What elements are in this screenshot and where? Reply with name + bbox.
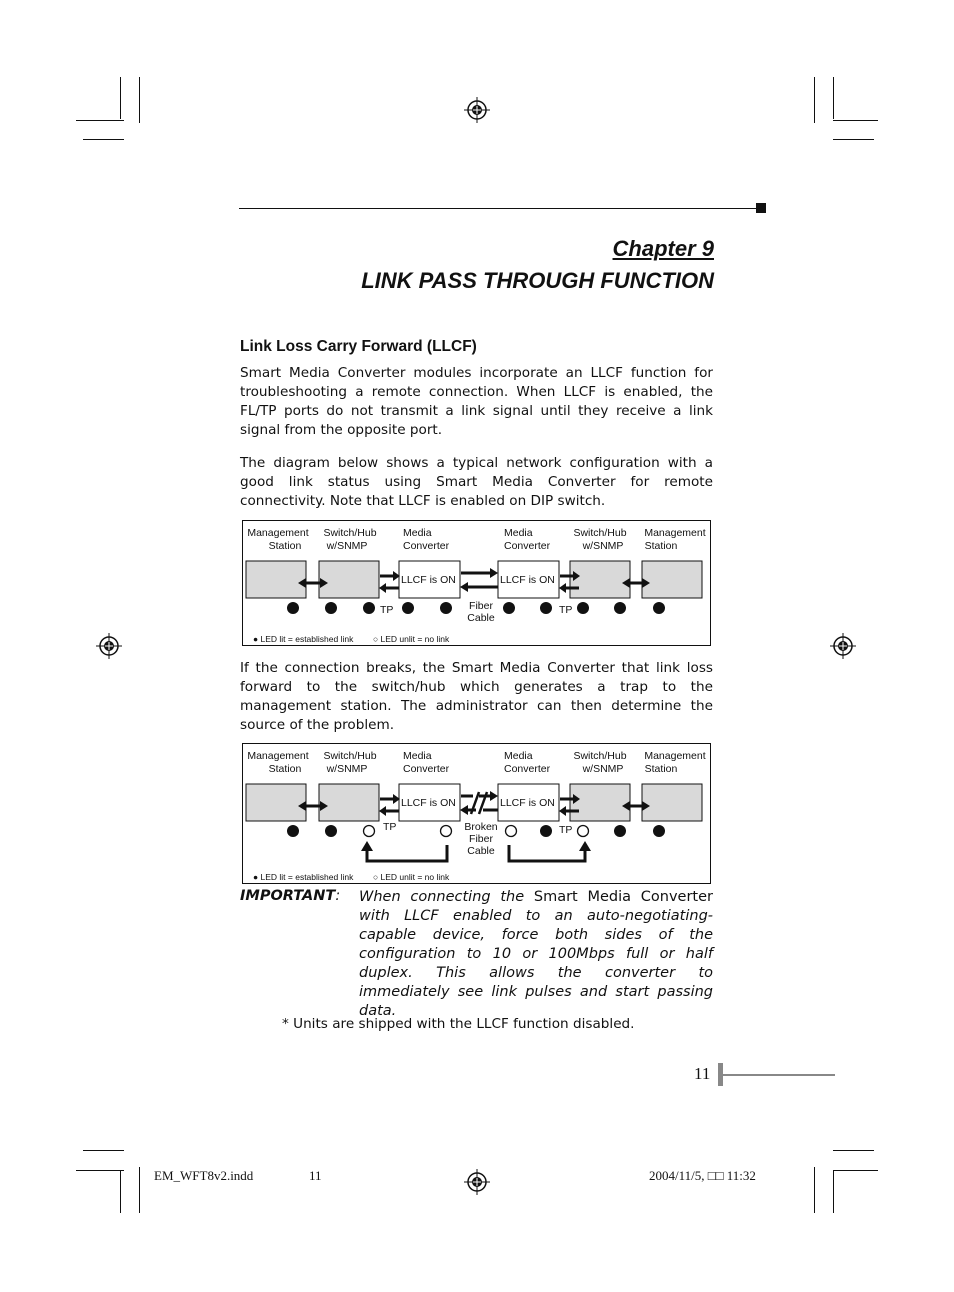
legend-lit: ● LED lit = established link bbox=[253, 634, 354, 644]
page-number: 11 bbox=[694, 1064, 711, 1083]
diagram-broken-link bbox=[242, 743, 711, 884]
label-mgmt-left: Management bbox=[247, 750, 309, 762]
legend-unlit: ○ LED unlit = no link bbox=[373, 634, 450, 644]
led-lit bbox=[653, 602, 665, 614]
label-mgmt-left: Management bbox=[247, 527, 309, 539]
label-mgmt-right: Management bbox=[644, 750, 706, 762]
section-heading: Link Loss Carry Forward (LLCF) bbox=[240, 338, 477, 355]
page-number-rule bbox=[723, 1074, 835, 1076]
label-media-left-2: Converter bbox=[403, 763, 450, 775]
trap-arrow-left bbox=[361, 841, 447, 861]
label-switch-left: Switch/Hub bbox=[323, 527, 377, 539]
slug-date: 2004/11/5, □□ 11:32 bbox=[649, 1168, 756, 1183]
label-media-left: Media bbox=[403, 750, 432, 762]
label-switch-left-2: w/SNMP bbox=[326, 540, 368, 552]
crop-mark bbox=[814, 77, 815, 123]
cable-label-2: Cable bbox=[467, 612, 495, 624]
switch-hub-right bbox=[570, 784, 630, 821]
label-media-right: Media bbox=[504, 750, 533, 762]
chapter-title: LINK PASS THROUGH FUNCTION bbox=[361, 268, 714, 293]
switch-hub-right bbox=[570, 561, 630, 598]
label-media-left-2: Converter bbox=[403, 540, 450, 552]
link-arrow bbox=[379, 571, 400, 593]
label-switch-left-2: w/SNMP bbox=[326, 763, 368, 775]
led-unlit bbox=[364, 826, 375, 837]
important-text: When connecting the Smart Media Converter with LLCF enabled to an auto-negotiating-capable device, force both sides of the configuration to 10 or 100Mbps full or half duplex. This allows the converter to immediately see link pulses and start passing data. bbox=[359, 889, 713, 1019]
paragraph-broken-link: If the connection breaks, the Smart Media Converter that link loss forward to the switch/hub which generates a trap to the management station. The administrator can then determine the source of the problem. bbox=[240, 660, 713, 733]
cable-label-3: Cable bbox=[467, 845, 495, 857]
diagram-good-link bbox=[242, 520, 711, 646]
led-lit bbox=[614, 825, 626, 837]
label-switch-right: Switch/Hub bbox=[573, 527, 627, 539]
cable-label: Fiber bbox=[469, 600, 493, 612]
paragraph-intro: Smart Media Converter modules incorporate an LLCF function for troubleshooting a remote connection. When LLCF is enabled, the FL/TP ports do not transmit a link signal until they receive a link signal from the opposite port. bbox=[240, 365, 713, 438]
label-media-right-2: Converter bbox=[504, 763, 551, 775]
label-media-right: Media bbox=[504, 527, 533, 539]
crop-mark bbox=[139, 77, 140, 123]
led-lit bbox=[402, 602, 414, 614]
legend-lit: ● LED lit = established link bbox=[253, 872, 354, 882]
paragraph-diagram-intro: The diagram below shows a typical network configuration with a good link status using Smart Media Converter for remote connectivity. Note that LLCF is enabled on DIP switch. bbox=[240, 455, 713, 509]
crop-mark bbox=[833, 139, 874, 140]
led-lit bbox=[325, 602, 337, 614]
label-mgmt-right: Management bbox=[644, 527, 706, 539]
led-lit bbox=[363, 602, 375, 614]
mgmt-station-right bbox=[642, 561, 702, 598]
led-lit bbox=[614, 602, 626, 614]
label-mgmt-left-2: Station bbox=[268, 763, 302, 775]
led-lit bbox=[287, 825, 299, 837]
switch-hub-left bbox=[319, 784, 379, 821]
crop-mark bbox=[76, 120, 124, 121]
tp-label-right: TP bbox=[559, 824, 573, 836]
led-lit bbox=[440, 602, 452, 614]
label-media-left: Media bbox=[403, 527, 432, 539]
led-unlit bbox=[506, 826, 517, 837]
llcf-status-left: LLCF is ON bbox=[401, 797, 456, 809]
tp-label-left: TP bbox=[383, 821, 397, 833]
label-switch-right-2: w/SNMP bbox=[582, 763, 624, 775]
label-mgmt-right-2: Station bbox=[644, 763, 678, 775]
chapter-label: Chapter 9 bbox=[612, 236, 714, 261]
crop-mark bbox=[833, 1150, 874, 1151]
slug-filename: EM_WFT8v2.indd bbox=[154, 1168, 254, 1183]
led-lit bbox=[540, 825, 552, 837]
label-switch-right: Switch/Hub bbox=[573, 750, 627, 762]
footnote: * Units are shipped with the LLCF function disabled. bbox=[282, 1016, 635, 1032]
crop-mark bbox=[83, 1150, 124, 1151]
mgmt-station-left bbox=[246, 561, 306, 598]
label-switch-left: Switch/Hub bbox=[323, 750, 377, 762]
header-rule-square bbox=[756, 203, 766, 213]
label-mgmt-left-2: Station bbox=[268, 540, 302, 552]
legend-unlit: ○ LED unlit = no link bbox=[373, 872, 450, 882]
led-lit bbox=[325, 825, 337, 837]
registration-mark-icon bbox=[830, 633, 856, 659]
led-lit bbox=[503, 602, 515, 614]
mgmt-station-right bbox=[642, 784, 702, 821]
led-unlit bbox=[441, 826, 452, 837]
led-lit bbox=[653, 825, 665, 837]
label-mgmt-right-2: Station bbox=[644, 540, 678, 552]
link-arrow bbox=[379, 794, 400, 816]
broken-fiber-arrow bbox=[460, 791, 498, 815]
mgmt-station-left bbox=[246, 784, 306, 821]
llcf-status-right: LLCF is ON bbox=[500, 797, 555, 809]
llcf-status-right: LLCF is ON bbox=[500, 574, 555, 586]
tp-label-left: TP bbox=[380, 604, 394, 616]
crop-mark bbox=[833, 1171, 834, 1213]
registration-mark-icon bbox=[464, 97, 490, 123]
crop-mark bbox=[833, 1170, 878, 1171]
led-lit bbox=[540, 602, 552, 614]
tp-label-right: TP bbox=[559, 604, 573, 616]
crop-mark bbox=[120, 77, 121, 119]
crop-mark bbox=[833, 120, 878, 121]
slug-page: 11 bbox=[309, 1168, 322, 1183]
trap-arrow-right bbox=[509, 841, 591, 861]
header-rule bbox=[239, 208, 756, 209]
cable-label-2: Fiber bbox=[469, 833, 493, 845]
crop-mark bbox=[833, 77, 834, 119]
crop-mark bbox=[83, 139, 124, 140]
led-unlit bbox=[578, 826, 589, 837]
crop-mark bbox=[139, 1167, 140, 1213]
registration-mark-icon bbox=[96, 633, 122, 659]
registration-mark-icon bbox=[464, 1169, 490, 1195]
cable-label: Broken bbox=[464, 821, 498, 833]
led-lit bbox=[287, 602, 299, 614]
crop-mark bbox=[76, 1170, 124, 1171]
led-lit bbox=[577, 602, 589, 614]
label-media-right-2: Converter bbox=[504, 540, 551, 552]
crop-mark bbox=[814, 1167, 815, 1213]
crop-mark bbox=[120, 1171, 121, 1213]
fiber-link-arrow bbox=[460, 568, 498, 592]
switch-hub-left bbox=[319, 561, 379, 598]
llcf-status-left: LLCF is ON bbox=[401, 574, 456, 586]
label-switch-right-2: w/SNMP bbox=[582, 540, 624, 552]
important-label: IMPORTANT: bbox=[240, 888, 341, 904]
